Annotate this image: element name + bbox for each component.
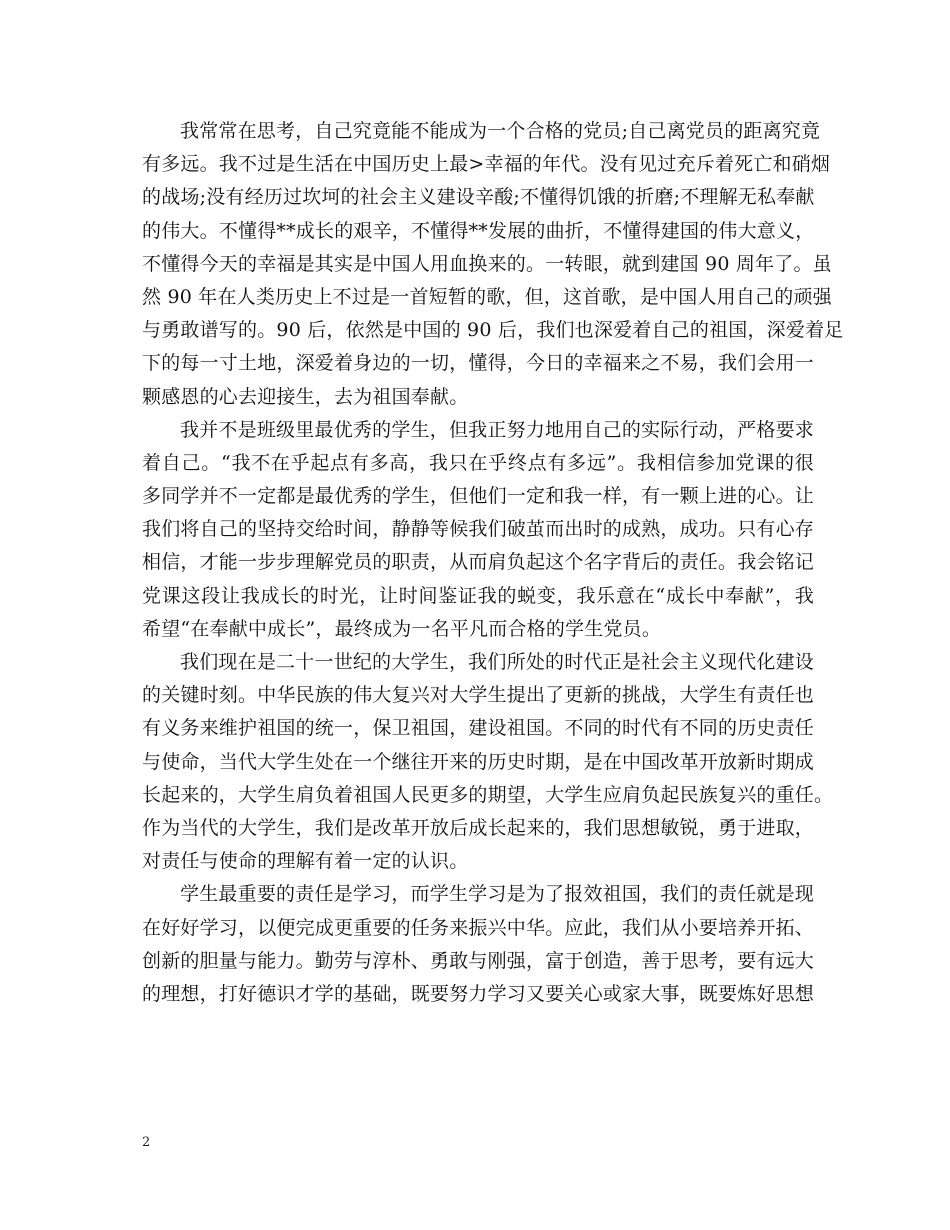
text-line: 与使命，当代大学生处在一个继往开来的历史时期，是在中国改革开放新时期成 [142, 750, 815, 773]
text-line: 与勇敢谱写的。90 后，依然是中国的 90 后，我们也深爱着自己的祖国，深爱着足 [142, 319, 844, 342]
text-line: 的战场;没有经历过坎坷的社会主义建设辛酸;不懂得饥饿的折磨;不理解无私奉献 [142, 186, 815, 209]
text-line: 有多远。我不过是生活在中国历史上最>幸福的年代。没有见过充斥着死亡和硝烟 [142, 153, 831, 176]
text-line: 我们现在是二十一世纪的大学生，我们所处的时代正是社会主义现代化建设 [180, 651, 814, 673]
text-line: 希望“在奉献中成长”，最终成为一名平凡而合格的学生党员。 [142, 617, 662, 640]
page-number: 2 [142, 1135, 151, 1150]
text-line: 党课这段让我成长的时光，让时间鉴证我的蜕变，我乐意在“成长中奉献”，我 [142, 584, 814, 607]
text-line: 然 90 年在人类历史上不过是一首短暂的歌，但，这首歌，是中国人用自己的顽强 [142, 285, 832, 308]
text-line: 在好好学习，以便完成更重要的任务来振兴中华。应此，我们从小要培养开拓、 [142, 916, 815, 939]
text-line: 我常常在思考，自己究竟能不能成为一个合格的党员;自己离党员的距离究竟 [180, 120, 821, 142]
text-line: 的关键时刻。中华民族的伟大复兴对大学生提出了更新的挑战，大学生有责任也 [142, 684, 815, 707]
text-line: 颗感恩的心去迎接生，去为祖国奉献。 [142, 385, 469, 408]
paragraph [142, 646, 834, 878]
document-body [142, 115, 844, 1011]
text-line: 我们将自己的坚持交给时间，静静等候我们破茧而出时的成熟，成功。只有心存 [142, 518, 815, 541]
paragraph [142, 878, 814, 1011]
text-line: 有义务来维护祖国的统一，保卫祖国，建设祖国。不同的时代有不同的历史责任 [142, 717, 815, 740]
text-line: 多同学并不一定都是最优秀的学生，但他们一定和我一样，有一颗上进的心。让 [142, 485, 815, 508]
paragraph [142, 115, 844, 414]
text-line: 不懂得今天的幸福是其实是中国人用血换来的。一转眼，就到建国 90 周年了。虽 [142, 252, 832, 275]
text-line: 学生最重要的责任是学习，而学生学习是为了报效祖国，我们的责任就是现 [180, 883, 814, 906]
text-line: 作为当代的大学生，我们是改革开放后成长起来的，我们思想敏锐，勇于进取， [142, 816, 815, 839]
paragraph [142, 414, 814, 646]
text-line: 下的每一寸土地，深爱着身边的一切，懂得，今日的幸福来之不易，我们会用一 [142, 352, 815, 375]
text-line: 的理想，打好德识才学的基础，既要努力学习又要关心或家大事，既要炼好思想 [142, 982, 815, 1005]
text-line: 创新的胆量与能力。勤劳与淳朴、勇敢与刚强，富于创造，善于思考，要有远大 [142, 949, 815, 972]
text-line: 着自己。“我不在乎起点有多高，我只在乎终点有多远”。我相信参加党课的很 [142, 451, 814, 474]
text-line: 相信，才能一步步理解党员的职责，从而肩负起这个名字背后的责任。我会铭记 [142, 551, 815, 574]
text-line: 对责任与使命的理解有着一定的认识。 [142, 850, 469, 873]
text-line: 的伟大。不懂得**成长的艰辛，不懂得**发展的曲折，不懂得建国的伟大意义， [142, 219, 815, 242]
text-line: 长起来的，大学生肩负着祖国人民更多的期望，大学生应肩负起民族复兴的重任。 [142, 783, 834, 806]
text-line: 我并不是班级里最优秀的学生，但我正努力地用自己的实际行动，严格要求 [180, 418, 814, 441]
